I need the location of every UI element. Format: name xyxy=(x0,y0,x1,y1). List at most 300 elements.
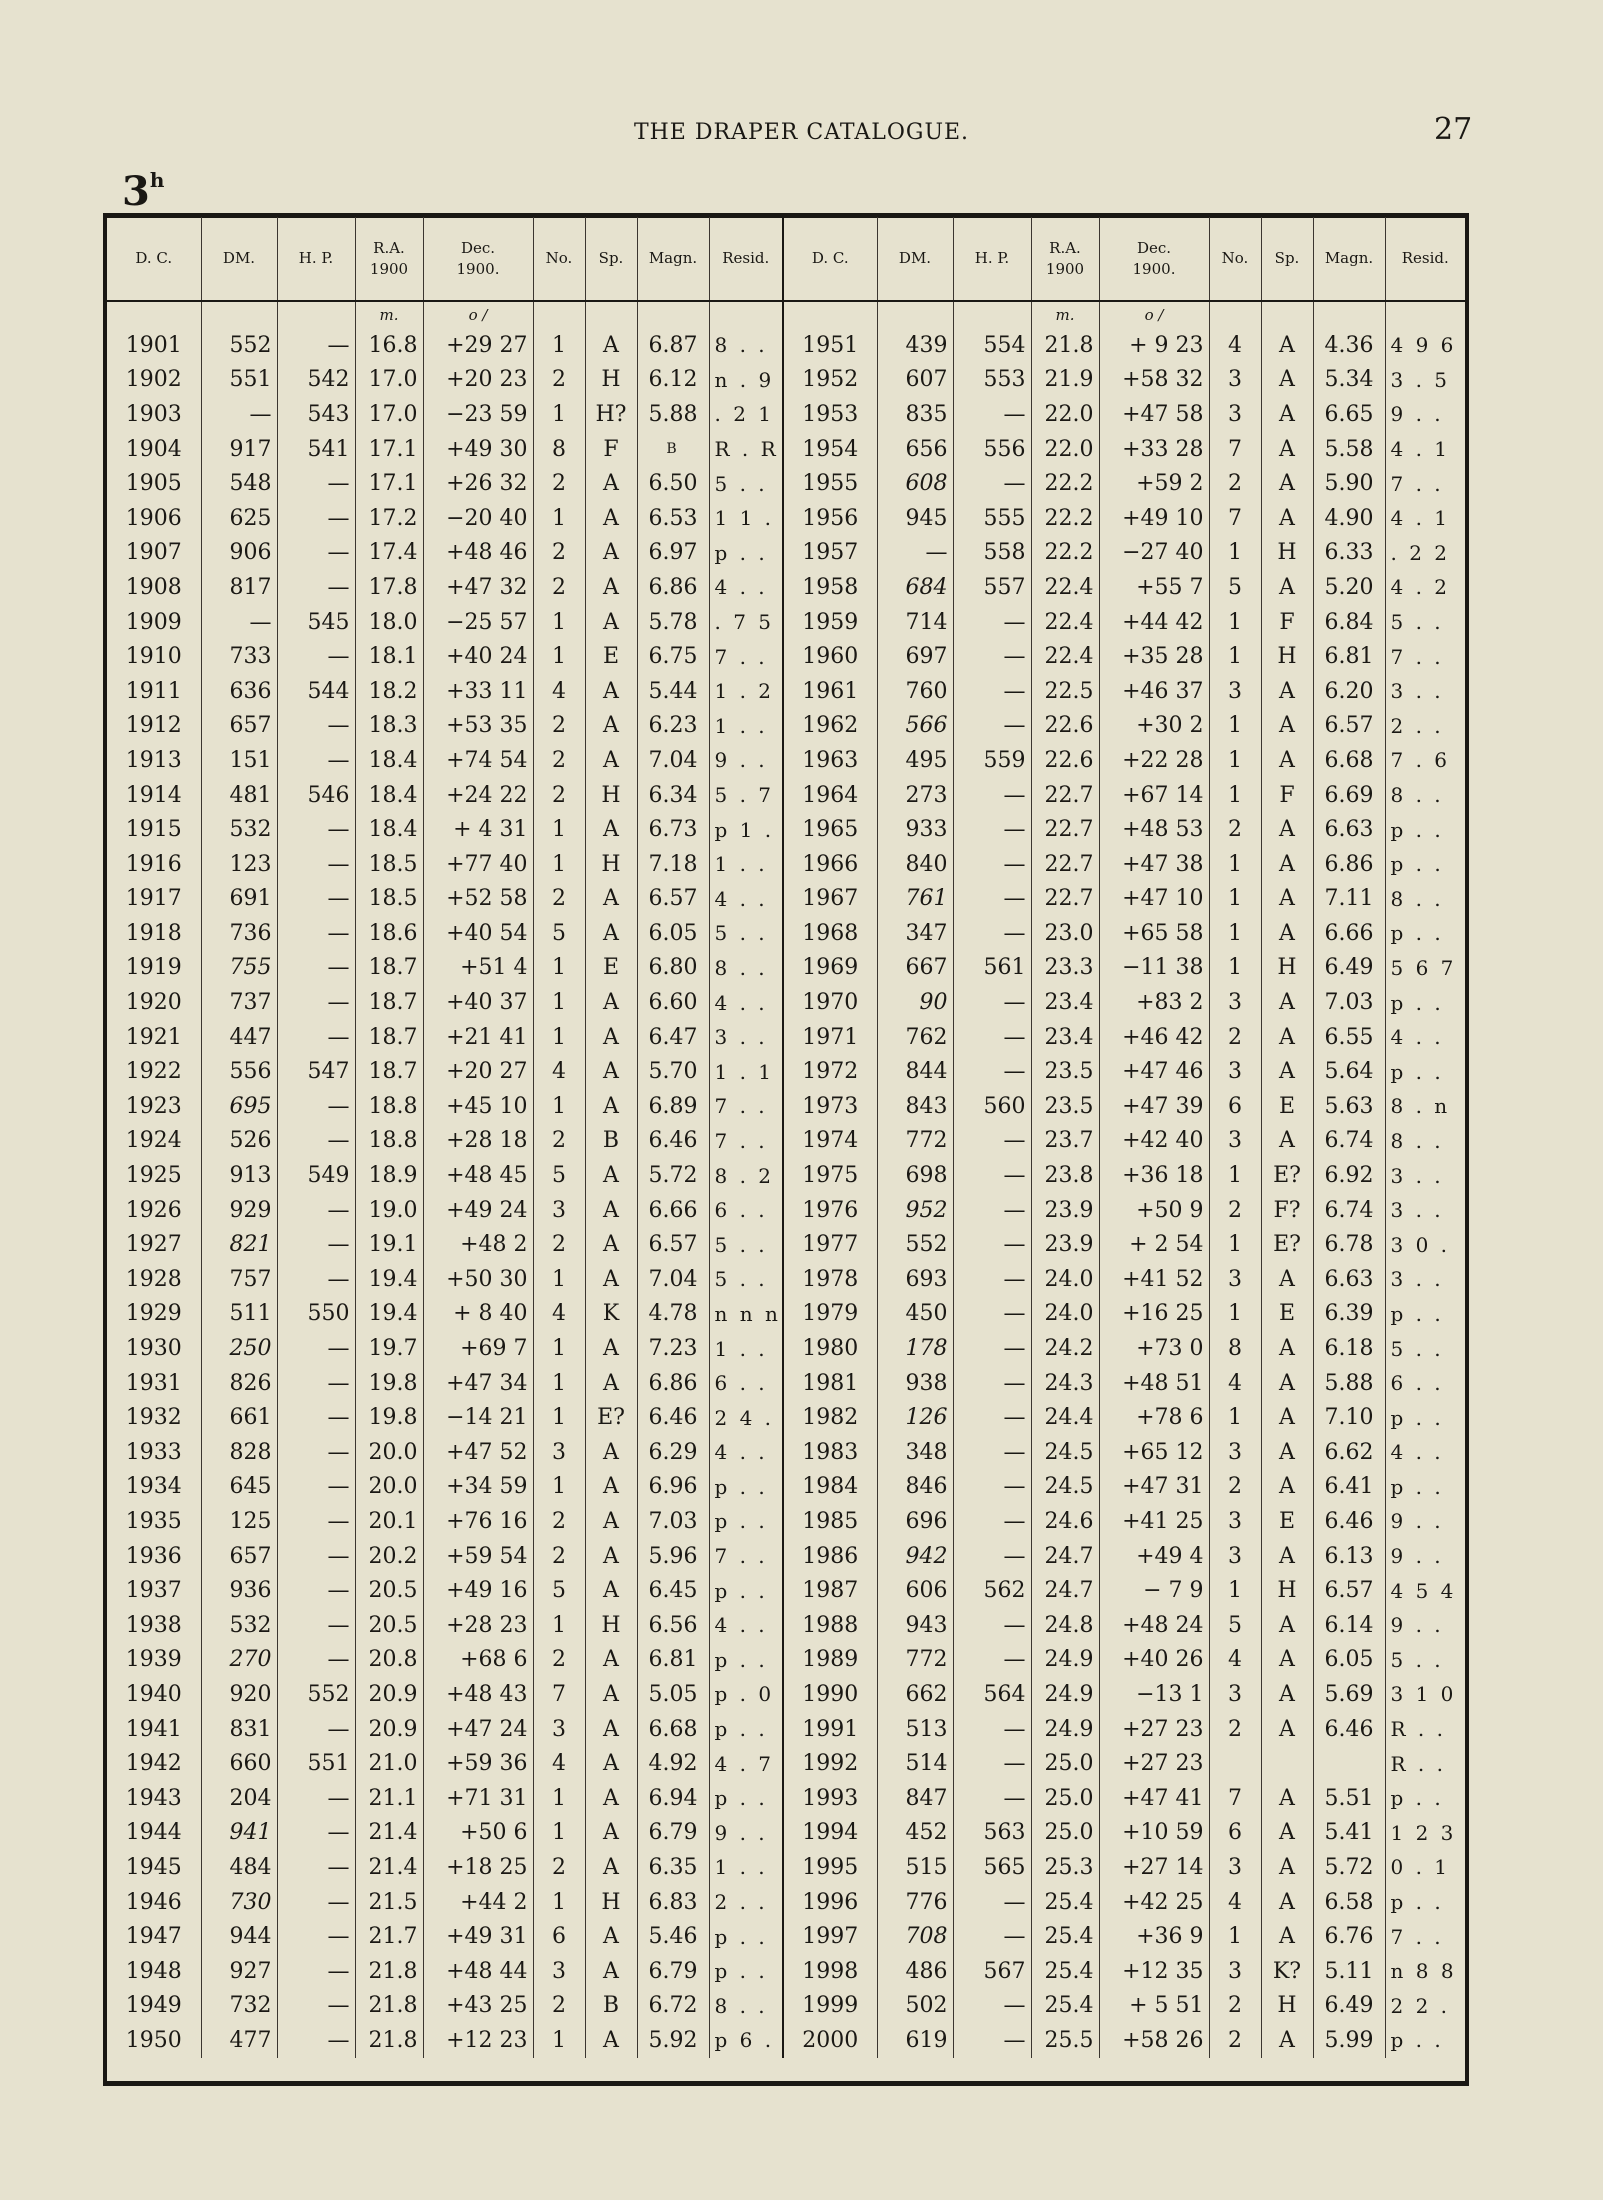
cell-resid: 1 . . xyxy=(709,1850,783,1885)
cell-dm: 447 xyxy=(201,1020,277,1055)
cell-dc: 1947 xyxy=(125,1924,182,1950)
cell-dec: +48 2 xyxy=(423,1227,533,1262)
cell-resid: p . . xyxy=(709,1643,783,1678)
cell-magn: 6.49 xyxy=(1313,951,1385,986)
cell-resid: 8 . . xyxy=(1385,778,1465,813)
cell-magn: 6.92 xyxy=(1313,1158,1385,1193)
cell-dc: 1916 xyxy=(125,851,182,877)
cell-dc: 1958 xyxy=(783,570,877,605)
cell-dc: 1983 xyxy=(783,1435,877,1470)
cell-dm: 660 xyxy=(201,1746,277,1781)
cell-no: 1 xyxy=(533,985,585,1020)
cell-dm: 645 xyxy=(201,1470,277,1505)
cell-dm: 515 xyxy=(877,1850,953,1885)
cell-ra: 20.0 xyxy=(355,1435,423,1470)
cell-dc: 1967 xyxy=(783,882,877,917)
cell-dc: 1957 xyxy=(783,536,877,571)
cell-ra: 18.3 xyxy=(355,709,423,744)
cell-dec: +36 18 xyxy=(1099,1158,1209,1193)
table-row xyxy=(107,1054,1465,1089)
cell-no: 3 xyxy=(1209,1054,1261,1089)
cell-dm: 714 xyxy=(877,605,953,640)
cell-no: 2 xyxy=(1209,2023,1261,2058)
col-hp: H. P. xyxy=(277,217,355,301)
cell-dc: 1987 xyxy=(783,1573,877,1608)
cell-dec: +49 16 xyxy=(423,1573,533,1608)
cell-magn: 6.63 xyxy=(1313,812,1385,847)
cell-dm: 204 xyxy=(201,1781,277,1816)
cell-dm: 772 xyxy=(877,1643,953,1678)
cell-dec: +12 35 xyxy=(1099,1954,1209,1989)
cell-dc: 1915 xyxy=(125,817,182,843)
cell-dm: 913 xyxy=(201,1158,277,1193)
table-row xyxy=(107,1297,1465,1332)
cell-magn: 4.90 xyxy=(1313,501,1385,536)
cell-hp: 567 xyxy=(953,1954,1031,1989)
cell-dc: 1978 xyxy=(783,1262,877,1297)
cell-hp: — xyxy=(277,1262,355,1297)
cell-no: 1 xyxy=(533,605,585,640)
cell-no: 5 xyxy=(533,916,585,951)
cell-resid: n 8 8 xyxy=(1385,1954,1465,1989)
table-row xyxy=(107,1850,1465,1885)
cell-ra: 22.6 xyxy=(1031,709,1099,744)
cell-no: 1 xyxy=(533,1331,585,1366)
cell-dec: +43 25 xyxy=(423,1989,533,2024)
cell-dec: −25 57 xyxy=(423,605,533,640)
cell-magn: 6.65 xyxy=(1313,397,1385,432)
cell-dc: 1969 xyxy=(783,951,877,986)
cell-resid: 8 . . xyxy=(709,328,783,363)
cell-no: 2 xyxy=(1209,1020,1261,1055)
cell-sp: A xyxy=(585,1850,637,1885)
cell-sp: F xyxy=(585,432,637,467)
cell-magn: 6.68 xyxy=(1313,743,1385,778)
cell-dm: 636 xyxy=(201,674,277,709)
cell-dm: 502 xyxy=(877,1989,953,2024)
cell-dm: 944 xyxy=(201,1919,277,1954)
cell-no: 2 xyxy=(533,466,585,501)
cell-resid: 7 . . xyxy=(1385,639,1465,674)
cell-sp: A xyxy=(585,2023,637,2058)
cell-dc: 1936 xyxy=(125,1543,182,1569)
cell-sp: A xyxy=(1261,1850,1313,1885)
cell-dc: 1970 xyxy=(783,985,877,1020)
cell-dm: 691 xyxy=(201,882,277,917)
cell-magn: 5.72 xyxy=(1313,1850,1385,1885)
cell-dm: 532 xyxy=(201,812,277,847)
cell-magn: 5.46 xyxy=(637,1919,709,1954)
cell-dm: 552 xyxy=(877,1227,953,1262)
cell-dm: — xyxy=(201,397,277,432)
cell-no: 1 xyxy=(533,1262,585,1297)
cell-magn: 6.83 xyxy=(637,1885,709,1920)
cell-dec: + 4 31 xyxy=(423,812,533,847)
cell-no: 2 xyxy=(533,363,585,398)
cell-no xyxy=(1209,1746,1261,1781)
cell-sp: A xyxy=(585,1435,637,1470)
cell-resid: p . . xyxy=(709,1712,783,1747)
cell-dec: −23 59 xyxy=(423,397,533,432)
cell-resid: p . . xyxy=(1385,1054,1465,1089)
cell-ra: 22.2 xyxy=(1031,501,1099,536)
cell-ra: 18.4 xyxy=(355,743,423,778)
cell-dc: 1965 xyxy=(783,812,877,847)
cell-dm: 844 xyxy=(877,1054,953,1089)
cell-resid: 7 . . xyxy=(709,1089,783,1124)
page-number: 27 xyxy=(1434,112,1473,147)
cell-ra: 25.0 xyxy=(1031,1746,1099,1781)
cell-magn: 6.34 xyxy=(637,778,709,813)
cell-dm: 348 xyxy=(877,1435,953,1470)
cell-dc: 1944 xyxy=(125,1820,182,1846)
cell-resid: p . . xyxy=(1385,812,1465,847)
cell-hp: — xyxy=(277,328,355,363)
cell-magn: 5.20 xyxy=(1313,570,1385,605)
cell-dec: +69 7 xyxy=(423,1331,533,1366)
col-magn: Magn. xyxy=(637,217,709,301)
cell-no: 2 xyxy=(533,1539,585,1574)
cell-no: 1 xyxy=(1209,916,1261,951)
col-no: No. xyxy=(533,217,585,301)
cell-hp: — xyxy=(277,1989,355,2024)
cell-ra: 22.7 xyxy=(1031,778,1099,813)
cell-magn: 6.05 xyxy=(637,916,709,951)
cell-sp: A xyxy=(585,1470,637,1505)
table-row xyxy=(107,1504,1465,1539)
cell-dm: 514 xyxy=(877,1746,953,1781)
cell-no: 8 xyxy=(533,432,585,467)
cell-dec: +40 37 xyxy=(423,985,533,1020)
cell-sp: A xyxy=(1261,570,1313,605)
cell-dm: 178 xyxy=(877,1331,953,1366)
ra-unit: m. xyxy=(355,301,423,328)
cell-dm: 684 xyxy=(877,570,953,605)
cell-dec: +44 2 xyxy=(423,1885,533,1920)
cell-ra: 19.4 xyxy=(355,1297,423,1332)
cell-resid: 8 . . xyxy=(709,1989,783,2024)
cell-sp: F? xyxy=(1261,1193,1313,1228)
cell-dc: 1980 xyxy=(783,1331,877,1366)
cell-magn: 5.88 xyxy=(1313,1366,1385,1401)
cell-resid: . 7 5 xyxy=(709,605,783,640)
cell-sp: A xyxy=(585,466,637,501)
cell-sp: A xyxy=(585,1366,637,1401)
cell-ra: 17.8 xyxy=(355,570,423,605)
cell-magn: 6.81 xyxy=(637,1643,709,1678)
col-no: No. xyxy=(1209,217,1261,301)
cell-hp: — xyxy=(953,1227,1031,1262)
table-row xyxy=(107,1124,1465,1159)
cell-dm: 532 xyxy=(201,1608,277,1643)
cell-ra: 23.7 xyxy=(1031,1124,1099,1159)
cell-dm: 762 xyxy=(877,1020,953,1055)
cell-dm: 662 xyxy=(877,1677,953,1712)
cell-hp: — xyxy=(277,1919,355,1954)
cell-dm: 151 xyxy=(201,743,277,778)
cell-dm: 566 xyxy=(877,709,953,744)
cell-dec: +48 46 xyxy=(423,536,533,571)
cell-dec: +36 9 xyxy=(1099,1919,1209,1954)
cell-ra: 25.0 xyxy=(1031,1816,1099,1851)
cell-dm: 656 xyxy=(877,432,953,467)
cell-resid: 4 . 2 xyxy=(1385,570,1465,605)
cell-no: 3 xyxy=(1209,1124,1261,1159)
cell-no: 5 xyxy=(533,1158,585,1193)
cell-no: 4 xyxy=(533,1746,585,1781)
cell-ra: 22.2 xyxy=(1031,536,1099,571)
cell-sp: A xyxy=(1261,1400,1313,1435)
cell-magn: 5.44 xyxy=(637,674,709,709)
cell-hp: — xyxy=(953,1193,1031,1228)
cell-hp: — xyxy=(953,674,1031,709)
cell-resid: p . . xyxy=(1385,1781,1465,1816)
cell-resid: 8 . . xyxy=(1385,1124,1465,1159)
cell-sp: H xyxy=(1261,639,1313,674)
cell-dc: 1979 xyxy=(783,1297,877,1332)
cell-no: 1 xyxy=(1209,1400,1261,1435)
cell-sp: A xyxy=(585,1954,637,1989)
cell-sp: A xyxy=(585,1193,637,1228)
cell-magn: 5.99 xyxy=(1313,2023,1385,2058)
cell-magn: 6.76 xyxy=(1313,1919,1385,1954)
cell-sp: H xyxy=(1261,536,1313,571)
cell-ra: 18.5 xyxy=(355,847,423,882)
cell-resid: p . . xyxy=(709,1504,783,1539)
cell-hp: — xyxy=(277,1227,355,1262)
cell-ra: 23.8 xyxy=(1031,1158,1099,1193)
col-dm: DM. xyxy=(201,217,277,301)
cell-dec: +40 24 xyxy=(423,639,533,674)
cell-dc: 1974 xyxy=(783,1124,877,1159)
cell-magn: 5.69 xyxy=(1313,1677,1385,1712)
cell-no: 7 xyxy=(1209,501,1261,536)
table-row xyxy=(107,1539,1465,1574)
cell-magn: 5.78 xyxy=(637,605,709,640)
cell-dc: 1942 xyxy=(125,1751,182,1777)
cell-dec: +46 37 xyxy=(1099,674,1209,709)
cell-resid: R . R xyxy=(709,432,783,467)
cell-dec: +65 58 xyxy=(1099,916,1209,951)
cell-dc: 1997 xyxy=(783,1919,877,1954)
table-row xyxy=(107,397,1465,432)
cell-hp: 560 xyxy=(953,1089,1031,1124)
cell-dm: 439 xyxy=(877,328,953,363)
cell-ra: 18.8 xyxy=(355,1124,423,1159)
cell-no: 2 xyxy=(533,743,585,778)
cell-dc: 1908 xyxy=(125,574,182,600)
cell-sp: A xyxy=(1261,2023,1313,2058)
cell-magn: 5.63 xyxy=(1313,1089,1385,1124)
cell-ra: 21.4 xyxy=(355,1850,423,1885)
cell-dc: 1975 xyxy=(783,1158,877,1193)
cell-hp: — xyxy=(277,1124,355,1159)
cell-dm: 733 xyxy=(201,639,277,674)
cell-dec: +26 32 xyxy=(423,466,533,501)
cell-hp: — xyxy=(277,1504,355,1539)
cell-ra: 19.1 xyxy=(355,1227,423,1262)
cell-resid: p . . xyxy=(1385,916,1465,951)
cell-no: 1 xyxy=(1209,1227,1261,1262)
cell-resid: 8 . 2 xyxy=(709,1158,783,1193)
cell-magn: 6.66 xyxy=(1313,916,1385,951)
cell-ra: 24.9 xyxy=(1031,1643,1099,1678)
cell-sp: E? xyxy=(585,1400,637,1435)
cell-hp: — xyxy=(953,985,1031,1020)
cell-resid: 3 1 0 xyxy=(1385,1677,1465,1712)
cell-sp: E xyxy=(585,639,637,674)
cell-no: 2 xyxy=(533,1504,585,1539)
cell-dm: 513 xyxy=(877,1712,953,1747)
cell-dec: +48 51 xyxy=(1099,1366,1209,1401)
cell-magn: 7.18 xyxy=(637,847,709,882)
cell-hp: — xyxy=(953,1262,1031,1297)
cell-sp: A xyxy=(1261,1643,1313,1678)
cell-sp: A xyxy=(585,1158,637,1193)
cell-dec: +49 30 xyxy=(423,432,533,467)
cell-no: 2 xyxy=(1209,466,1261,501)
cell-dc: 1927 xyxy=(125,1232,182,1258)
cell-dec: +33 28 xyxy=(1099,432,1209,467)
cell-dec: +59 2 xyxy=(1099,466,1209,501)
cell-hp: 559 xyxy=(953,743,1031,778)
cell-dc: 1982 xyxy=(783,1400,877,1435)
cell-hp: — xyxy=(277,1331,355,1366)
cell-ra: 22.5 xyxy=(1031,674,1099,709)
cell-hp: — xyxy=(953,1539,1031,1574)
cell-no: 5 xyxy=(1209,1608,1261,1643)
cell-dec: +47 34 xyxy=(423,1366,533,1401)
cell-dc: 1921 xyxy=(125,1024,182,1050)
cell-dm: 736 xyxy=(201,916,277,951)
cell-dc: 1971 xyxy=(783,1020,877,1055)
cell-ra: 22.7 xyxy=(1031,812,1099,847)
cell-ra: 24.5 xyxy=(1031,1435,1099,1470)
cell-dec: +47 52 xyxy=(423,1435,533,1470)
table-row xyxy=(107,1366,1465,1401)
cell-resid: 2 . . xyxy=(709,1885,783,1920)
cell-hp: — xyxy=(953,1124,1031,1159)
hour-unit: h xyxy=(149,168,165,192)
cell-dm: 556 xyxy=(201,1054,277,1089)
cell-dc: 1972 xyxy=(783,1054,877,1089)
table-row xyxy=(107,328,1465,363)
cell-ra: 18.7 xyxy=(355,951,423,986)
cell-magn: 4.92 xyxy=(637,1746,709,1781)
cell-dm: 843 xyxy=(877,1089,953,1124)
cell-hp: — xyxy=(277,570,355,605)
cell-hp: — xyxy=(953,1919,1031,1954)
cell-sp: H? xyxy=(585,397,637,432)
cell-dec: − 7 9 xyxy=(1099,1573,1209,1608)
cell-hp: 543 xyxy=(277,397,355,432)
cell-ra: 21.9 xyxy=(1031,363,1099,398)
cell-hp: — xyxy=(953,709,1031,744)
cell-no: 3 xyxy=(533,1712,585,1747)
cell-hp: — xyxy=(277,1020,355,1055)
cell-dec: +47 41 xyxy=(1099,1781,1209,1816)
cell-dec: −11 38 xyxy=(1099,951,1209,986)
cell-dec: +30 2 xyxy=(1099,709,1209,744)
cell-dec: +52 58 xyxy=(423,882,533,917)
cell-resid: n n n xyxy=(709,1297,783,1332)
cell-dc: 2000 xyxy=(783,2023,877,2058)
cell-ra: 25.4 xyxy=(1031,1954,1099,1989)
table-row xyxy=(107,1020,1465,1055)
cell-ra: 22.0 xyxy=(1031,432,1099,467)
cell-dec: +83 2 xyxy=(1099,985,1209,1020)
table-row xyxy=(107,536,1465,571)
cell-resid: 9 . . xyxy=(709,1816,783,1851)
cell-hp: — xyxy=(953,1712,1031,1747)
cell-no: 2 xyxy=(533,1124,585,1159)
cell-dc: 1945 xyxy=(125,1854,182,1880)
cell-ra: 22.7 xyxy=(1031,882,1099,917)
cell-sp: A xyxy=(585,1746,637,1781)
cell-ra: 18.8 xyxy=(355,1089,423,1124)
cell-resid: 2 . . xyxy=(1385,709,1465,744)
cell-hp: — xyxy=(953,1054,1031,1089)
col-ra: R.A. 1900 xyxy=(355,217,423,301)
cell-magn: 6.20 xyxy=(1313,674,1385,709)
cell-magn: 6.33 xyxy=(1313,536,1385,571)
col-sp: Sp. xyxy=(585,217,637,301)
cell-no: 1 xyxy=(533,1608,585,1643)
cell-resid: 4 . . xyxy=(709,882,783,917)
cell-ra: 25.4 xyxy=(1031,1885,1099,1920)
cell-resid: 1 . . xyxy=(709,709,783,744)
cell-magn: 5.90 xyxy=(1313,466,1385,501)
cell-magn: 6.23 xyxy=(637,709,709,744)
cell-resid: 2 4 . xyxy=(709,1400,783,1435)
table-row xyxy=(107,1643,1465,1678)
cell-sp: A xyxy=(585,743,637,778)
cell-magn: 6.96 xyxy=(637,1470,709,1505)
cell-sp: A xyxy=(1261,1677,1313,1712)
cell-magn: 5.88 xyxy=(637,397,709,432)
units-row xyxy=(107,301,1465,328)
cell-resid: 8 . . xyxy=(709,951,783,986)
cell-dec: +49 10 xyxy=(1099,501,1209,536)
cell-resid: 1 2 3 xyxy=(1385,1816,1465,1851)
cell-dm: 125 xyxy=(201,1504,277,1539)
cell-resid: 1 . 1 xyxy=(709,1054,783,1089)
cell-dec: +50 30 xyxy=(423,1262,533,1297)
cell-ra: 24.0 xyxy=(1031,1262,1099,1297)
cell-dc: 1985 xyxy=(783,1504,877,1539)
cell-hp: — xyxy=(953,1643,1031,1678)
cell-magn: 6.57 xyxy=(637,1227,709,1262)
cell-no: 1 xyxy=(533,1366,585,1401)
table-row xyxy=(107,1470,1465,1505)
col-dec: Dec. 1900. xyxy=(423,217,533,301)
cell-hp: 562 xyxy=(953,1573,1031,1608)
cell-dc: 1918 xyxy=(125,920,182,946)
cell-dec: +48 44 xyxy=(423,1954,533,1989)
table-row xyxy=(107,709,1465,744)
cell-no: 1 xyxy=(533,951,585,986)
cell-resid: 3 0 . xyxy=(1385,1227,1465,1262)
cell-sp: A xyxy=(1261,328,1313,363)
cell-no: 3 xyxy=(1209,674,1261,709)
cell-hp: 552 xyxy=(277,1677,355,1712)
cell-sp: A xyxy=(1261,1816,1313,1851)
cell-resid: 3 . . xyxy=(1385,674,1465,709)
cell-sp: A xyxy=(1261,1054,1313,1089)
cell-magn: 6.50 xyxy=(637,466,709,501)
cell-sp: A xyxy=(1261,432,1313,467)
cell-ra: 20.1 xyxy=(355,1504,423,1539)
